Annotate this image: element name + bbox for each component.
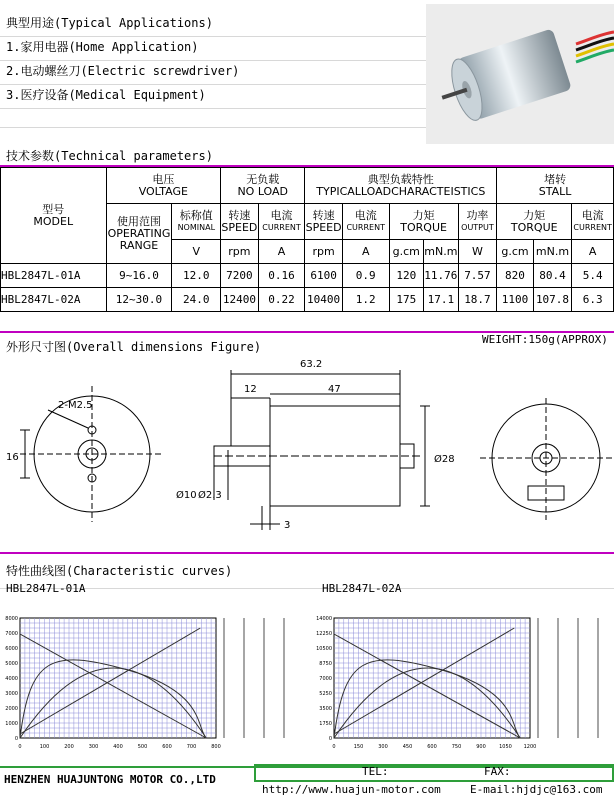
y-tick-label: 8000	[5, 616, 18, 622]
typical-load-header: 典型负载特性 TYPICALLOADCHARACTEISTICS	[305, 168, 497, 204]
typical-item-2: 2.电动螺丝刀(Electric screwdriver)	[6, 64, 240, 78]
body-length-label: 47	[328, 384, 341, 395]
x-tick-label: 450	[402, 744, 413, 750]
y-tick-label: 5250	[319, 691, 332, 697]
hole-label: 2-M2.5	[58, 400, 93, 411]
y-tick-label: 8750	[319, 661, 332, 667]
y-tick-label: 7000	[5, 631, 18, 637]
tl-speed-header: 转速 SPEED	[305, 204, 343, 240]
website-link[interactable]: http://www.huajun-motor.com	[262, 783, 441, 796]
d23-label: Ø2.3	[198, 490, 222, 501]
model-header: 型号 MODEL	[1, 168, 107, 264]
x-tick-label: 1200	[523, 744, 537, 750]
tl-current-header: 电流 CURRENT	[342, 204, 389, 240]
y-tick-label: 0	[14, 736, 18, 742]
y-tick-label: 5000	[5, 661, 18, 667]
x-tick-label: 300	[378, 744, 388, 750]
noload-header: 无负载 NO LOAD	[221, 168, 305, 204]
typical-item-3: 3.医疗设备(Medical Equipment)	[6, 88, 206, 102]
x-tick-label: 800	[211, 744, 221, 750]
x-tick-label: 200	[64, 744, 74, 750]
typical-heading: 典型用途(Typical Applications)	[6, 16, 213, 30]
range-header: 使用范围 OPERATING RANGE	[106, 204, 172, 264]
y-tick-label: 3500	[319, 706, 332, 712]
table-row: HBL2847L-01A 9~16.0 12.0 7200 0.16 6100 0.9 120 11.76 7.57 820 80.4 5.4	[1, 264, 614, 288]
y-tick-label: 3000	[5, 691, 18, 697]
st-current-header: 电流 CURRENT	[572, 204, 614, 240]
y-tick-label: 1000	[5, 721, 18, 727]
x-tick-label: 100	[39, 744, 50, 750]
y-tick-label: 7000	[319, 676, 332, 682]
y-tick-label: 1750	[319, 721, 332, 727]
x-tick-label: 0	[18, 744, 22, 750]
x-tick-label: 500	[137, 744, 148, 750]
right-characteristic-chart	[318, 596, 614, 754]
left-chart-title: HBL2847L-01A	[6, 582, 86, 595]
email-link[interactable]: E-mail:hjdjc@163.com	[470, 783, 603, 796]
dimension-drawing	[0, 350, 614, 550]
company-name: HENZHEN HUAJUNTONG MOTOR CO.,LTD	[4, 773, 216, 786]
shaft-length-label: 12	[244, 384, 257, 395]
motor-photo	[426, 4, 614, 144]
y-tick-label: 2000	[5, 706, 18, 712]
units-row: V rpm A rpm A g.cm mN.m W g.cm mN.m A	[1, 240, 614, 264]
x-tick-label: 1050	[499, 744, 512, 750]
nominal-header: 标称值 NOMINAL	[172, 204, 221, 240]
left-characteristic-chart	[4, 596, 304, 754]
y-tick-label: 0	[328, 736, 332, 742]
d10-label: Ø10	[176, 490, 197, 501]
stall-header: 堵转 STALL	[497, 168, 614, 204]
y-tick-label: 6000	[5, 646, 18, 652]
st-torque-header: 力矩 TORQUE	[497, 204, 572, 240]
fax-label: FAX:	[484, 765, 511, 778]
right-chart-title: HBL2847L-02A	[322, 582, 402, 595]
x-tick-label: 0	[332, 744, 336, 750]
body-diameter-label: Ø28	[434, 454, 455, 465]
y-tick-label: 10500	[316, 646, 332, 652]
tl-power-header: 功率 OUTPUT	[458, 204, 497, 240]
tech-table	[0, 167, 614, 312]
x-tick-label: 300	[88, 744, 99, 750]
contact-box	[254, 764, 614, 782]
tech-heading: 技术参数(Technical parameters)	[6, 149, 213, 163]
three-label: 3	[284, 520, 291, 531]
y-tick-label: 12250	[316, 631, 332, 637]
x-tick-label: 400	[113, 744, 123, 750]
y-tick-label: 14000	[316, 616, 332, 622]
curves-heading: 特性曲线图(Characteristic curves)	[6, 564, 233, 578]
nl-current-header: 电流 CURRENT	[258, 204, 305, 240]
x-tick-label: 600	[162, 744, 172, 750]
x-tick-label: 600	[427, 744, 437, 750]
overall-length-label: 63.2	[300, 359, 323, 370]
dims-heading: 外形尺寸图(Overall dimensions Figure)	[6, 340, 262, 354]
typical-item-1: 1.家用电器(Home Application)	[6, 40, 199, 54]
weight-label: WEIGHT:150g(APPROX)	[482, 333, 608, 346]
x-tick-label: 900	[476, 744, 486, 750]
table-row: HBL2847L-02A 12~30.0 24.0 12400 0.22 10400 1.2 175 17.1 18.7 1100 107.8 6.3	[1, 288, 614, 312]
x-tick-label: 150	[353, 744, 364, 750]
nl-speed-header: 转速 SPEED	[221, 204, 259, 240]
voltage-header: 电压 VOLTAGE	[106, 168, 221, 204]
y-tick-label: 4000	[5, 676, 18, 682]
x-tick-label: 700	[186, 744, 197, 750]
tl-torque-header: 力矩 TORQUE	[389, 204, 458, 240]
x-tick-label: 750	[451, 744, 462, 750]
pitch-label: 16	[6, 452, 19, 463]
tel-label: TEL:	[362, 765, 389, 778]
